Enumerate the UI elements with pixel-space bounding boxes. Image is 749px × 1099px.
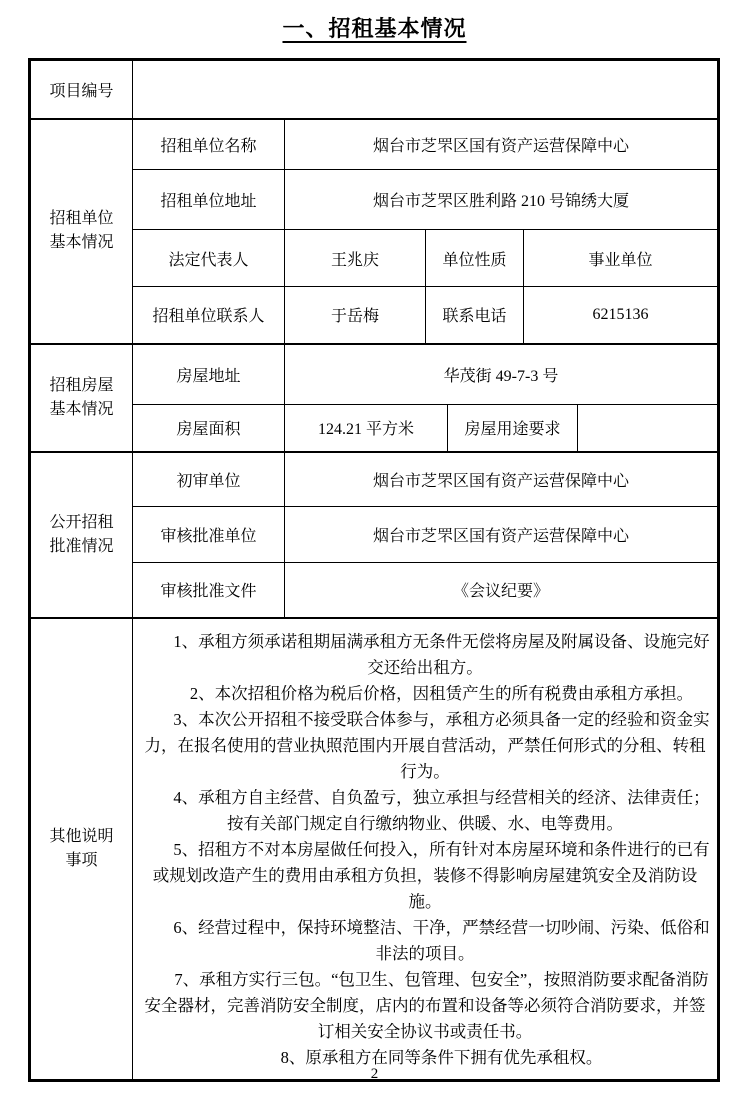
row-initial-review: [30, 452, 719, 507]
group-approval-label: 公开招租批准情况: [49, 513, 114, 555]
rental-info-table: [28, 58, 720, 1082]
notes-content: [133, 618, 719, 1081]
page-number: 2: [370, 1066, 379, 1082]
notes-paragraph: 3、本次公开招租不接受联合体参与，承租方必须具备一定的经验和资金实力，在报名使用的营业执照范围内开展自营活动，严禁任何形式的分租、转租行为。: [144, 709, 710, 781]
unit-type-value: 事业单位: [524, 230, 719, 287]
house-usage-value: [578, 405, 719, 452]
unit-address-value: 烟台市芝罘区胜利路 210 号锦绣大厦: [285, 170, 719, 230]
approval-unit-value: 烟台市芝罘区国有资产运营保障中心: [285, 507, 719, 563]
unit-name-value: 烟台市芝罘区国有资产运营保障中心: [285, 119, 719, 170]
unit-address-label: 招租单位地址: [133, 170, 285, 230]
initial-review-label: 初审单位: [133, 452, 285, 507]
row-house-address: [30, 344, 719, 405]
row-contact: [30, 287, 719, 344]
phone-label: 联系电话: [426, 287, 524, 344]
group-notes: [30, 618, 133, 1081]
house-address-label: 房屋地址: [133, 344, 285, 405]
approval-doc-value: 《会议纪要》: [285, 563, 719, 618]
legal-rep-value: 王兆庆: [285, 230, 426, 287]
group-notes-label: 其他说明事项: [49, 827, 114, 869]
group-house: [30, 344, 133, 452]
group-house-label: 招租房屋基本情况: [49, 376, 114, 418]
project-number-value: [133, 60, 719, 119]
unit-name-label: 招租单位名称: [133, 119, 285, 170]
project-number-label: 项目编号: [30, 60, 133, 119]
row-approval-unit: [30, 507, 719, 563]
group-leasing-unit-label: 招租单位基本情况: [49, 210, 114, 251]
notes-paragraph: 4、承租方自主经营、自负盈亏，独立承担与经营相关的经济、法律责任；按有关部门规定自行缴纳物业、供暖、水、电等费用。: [173, 787, 710, 833]
initial-review-value: 烟台市芝罘区国有资产运营保障中心: [285, 452, 719, 507]
contact-label: 招租单位联系人: [133, 287, 285, 344]
approval-doc-label: 审核批准文件: [133, 563, 285, 618]
group-approval: [30, 452, 133, 618]
contact-value: 于岳梅: [285, 287, 426, 344]
notes-paragraph: 7、承租方实行三包。“包卫生、包管理、包安全”，按照消防要求配备消防安全器材，完善消防安全制度，店内的布置和设备等必须符合消防要求，并签订相关安全协议书或责任书。: [144, 969, 709, 1041]
group-leasing-unit: [30, 119, 133, 344]
legal-rep-label: 法定代表人: [133, 230, 285, 287]
notes-paragraph: 5、招租方不对本房屋做任何投入，所有针对本房屋环境和条件进行的已有或规划改造产生的费用由承租方负担，装修不得影响房屋建筑安全及消防设施。: [152, 839, 710, 911]
phone-value: 6215136: [524, 287, 719, 344]
row-unit-name: [30, 119, 719, 170]
notes-paragraph: 8、原承租方在同等条件下拥有优先承租权。: [280, 1047, 603, 1067]
row-house-area: [30, 405, 719, 452]
house-usage-label: 房屋用途要求: [448, 405, 578, 452]
row-notes: [30, 618, 719, 1081]
house-address-value: 华茂街 49-7-3 号: [285, 344, 719, 405]
house-area-value: 124.21 平方米: [285, 405, 448, 452]
notes-paragraph: 6、经营过程中，保持环境整洁、干净，严禁经营一切吵闹、污染、低俗和非法的项目。: [173, 917, 710, 963]
unit-type-label: 单位性质: [426, 230, 524, 287]
row-legal-rep: [30, 230, 719, 287]
row-unit-address: [30, 170, 719, 230]
notes-paragraph: 1、承租方须承诺租期届满承租方无条件无偿将房屋及附属设备、设施完好交还给出租方。: [173, 631, 710, 677]
row-project-number: [30, 60, 719, 119]
house-area-label: 房屋面积: [133, 405, 285, 452]
approval-unit-label: 审核批准单位: [133, 507, 285, 563]
row-approval-doc: [30, 563, 719, 618]
page-title: 一、招租基本情况: [282, 16, 467, 41]
notes-paragraph: 2、本次招租价格为税后价格，因租赁产生的所有税费由承租方承担。: [189, 683, 694, 703]
